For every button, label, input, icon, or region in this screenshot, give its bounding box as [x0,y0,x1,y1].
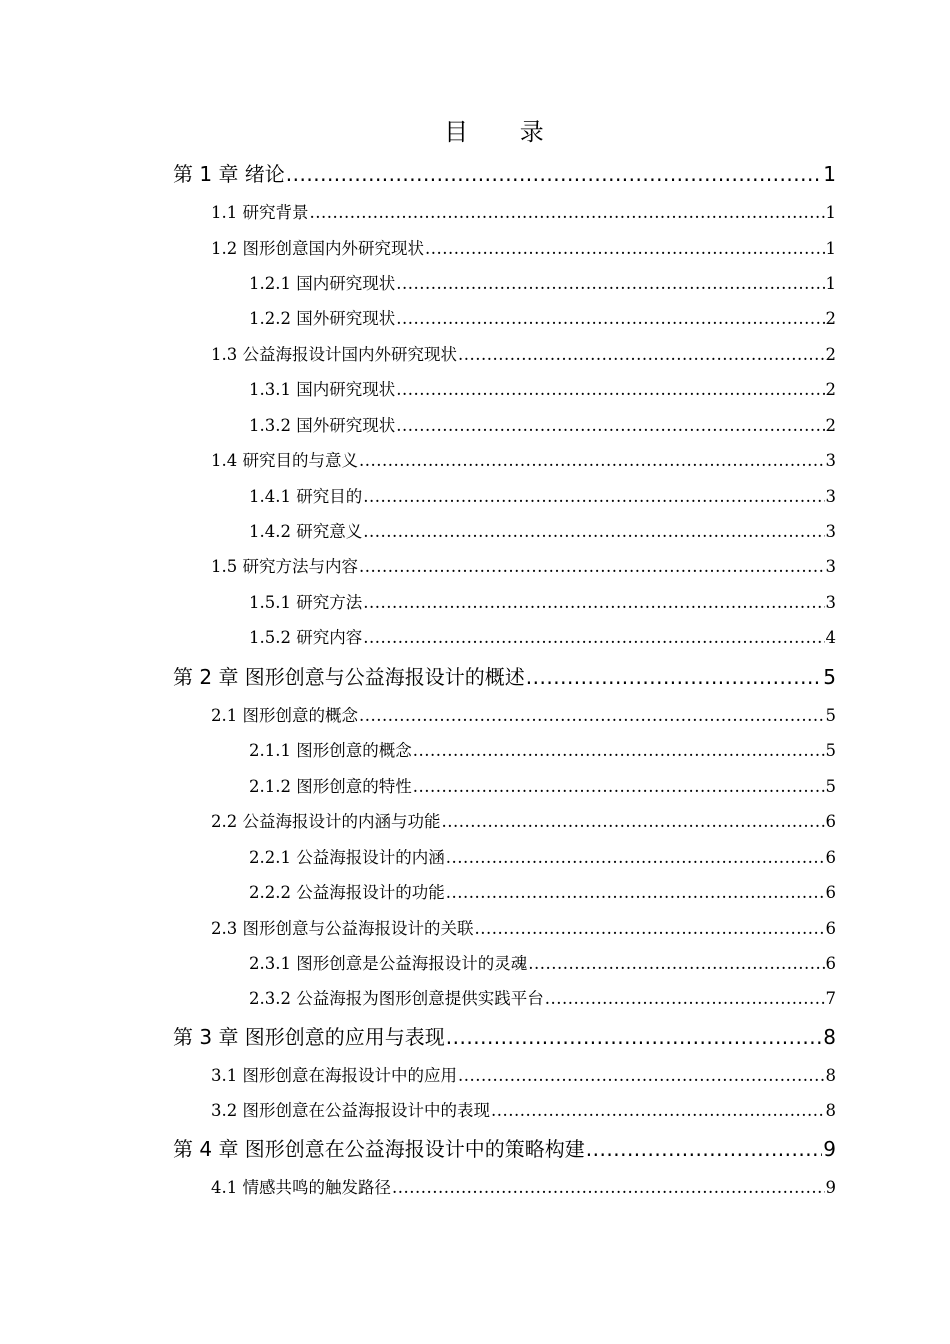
dot-leader [396,416,824,435]
toc-entry-section[interactable] [211,1174,836,1198]
dot-leader [413,777,825,796]
dot-leader [458,345,825,364]
dot-leader [359,451,825,470]
toc-entry-chapter[interactable] [173,1133,836,1162]
toc-entry-label: 1.3.1 国内研究现状 [249,380,396,399]
toc-page-number: 3 [825,487,836,506]
toc-entry-subsection[interactable] [249,270,836,294]
toc-entry-label: 1.2.2 国外研究现状 [249,309,396,328]
toc-entry-label: 第 3 章 图形创意的应用与表现 [173,1025,445,1049]
toc-entry-label: 2.3 图形创意与公益海报设计的关联 [211,919,474,938]
toc-entry-label: 2.1.1 图形创意的概念 [249,741,412,760]
toc-entry-label: 2.2.1 公益海报设计的内涵 [249,848,445,867]
dot-leader [491,1101,825,1120]
toc-page-number: 5 [825,777,836,796]
toc-entry-subsection[interactable] [249,985,836,1009]
toc-entry-subsection[interactable] [249,950,836,974]
dot-leader [310,203,825,222]
toc-entry-label: 1.2 图形创意国内外研究现状 [211,239,424,258]
toc-entry-label: 2.3.1 图形创意是公益海报设计的灵魂 [249,954,528,973]
toc-entry-subsection[interactable] [249,737,836,761]
toc-entry-label: 4.1 情感共鸣的触发路径 [211,1178,391,1197]
toc-entry-label: 第 4 章 图形创意在公益海报设计中的策略构建 [173,1137,585,1161]
dot-leader [458,1066,825,1085]
toc-entry-subsection[interactable] [249,879,836,903]
toc-entry-section[interactable] [211,341,836,365]
dot-leader [363,628,824,647]
toc-page-number: 5 [825,741,836,760]
toc-entry-label: 2.1.2 图形创意的特性 [249,777,412,796]
toc-entry-section[interactable] [211,553,836,577]
toc-page-number: 1 [825,203,836,222]
toc-page-number: 6 [825,919,836,938]
dot-leader [446,1025,822,1049]
toc-page-number: 3 [825,522,836,541]
toc-entry-label: 第 1 章 绪论 [173,162,285,186]
toc-page-number: 6 [825,812,836,831]
toc-entry-label: 1.5 研究方法与内容 [211,557,358,576]
toc-entry-section[interactable] [211,235,836,259]
dot-leader [526,665,822,689]
toc-page-number: 5 [825,706,836,725]
toc-entry-section[interactable] [211,702,836,726]
toc-page-number: 8 [825,1101,836,1120]
toc-page-number: 9 [825,1178,836,1197]
toc-entry-label: 1.4.2 研究意义 [249,522,363,541]
toc-entry-label: 1.2.1 国内研究现状 [249,274,396,293]
toc-page-number: 1 [825,239,836,258]
dot-leader [363,593,824,612]
toc-page-number: 7 [825,989,836,1008]
dot-leader [363,522,824,541]
toc-entry-subsection[interactable] [249,483,836,507]
toc-entry-subsection[interactable] [249,305,836,329]
dot-leader [442,812,825,831]
toc-page-number: 2 [825,380,836,399]
page-title: 目 录 [444,118,566,146]
dot-leader [396,309,824,328]
toc-entry-label: 2.2 公益海报设计的内涵与功能 [211,812,441,831]
toc-page-number: 3 [825,593,836,612]
dot-leader [586,1137,822,1161]
dot-leader [396,274,824,293]
toc-entry-label: 1.4.1 研究目的 [249,487,363,506]
toc-entry-section[interactable] [211,915,836,939]
toc-page-number: 1 [823,162,836,186]
toc-entry-subsection[interactable] [249,376,836,400]
toc-page-number: 3 [825,451,836,470]
toc-page-number: 6 [825,954,836,973]
toc-entry-section[interactable] [211,1062,836,1086]
dot-leader [396,380,824,399]
toc-entry-label: 3.1 图形创意在海报设计中的应用 [211,1066,457,1085]
dot-leader [528,954,824,973]
toc-page-number: 9 [823,1137,836,1161]
toc-entry-label: 3.2 图形创意在公益海报设计中的表现 [211,1101,490,1120]
dot-leader [392,1178,825,1197]
toc-entry-section[interactable] [211,808,836,832]
toc-entry-chapter[interactable] [173,661,836,690]
toc-page-number: 2 [825,345,836,364]
toc-entry-label: 2.2.2 公益海报设计的功能 [249,883,445,902]
toc-entry-label: 1.3.2 国外研究现状 [249,416,396,435]
toc-entry-label: 1.3 公益海报设计国内外研究现状 [211,345,457,364]
toc-page-number: 5 [823,665,836,689]
dot-leader [286,162,822,186]
dot-leader [359,557,825,576]
toc-page-number: 8 [825,1066,836,1085]
toc-entry-chapter[interactable] [173,1021,836,1050]
toc-entry-subsection[interactable] [249,773,836,797]
toc-entry-subsection[interactable] [249,518,836,542]
toc-page-number: 8 [823,1025,836,1049]
toc-entry-section[interactable] [211,199,836,223]
toc-entry-label: 2.3.2 公益海报为图形创意提供实践平台 [249,989,544,1008]
dot-leader [413,741,825,760]
toc-entry-label: 1.5.2 研究内容 [249,628,363,647]
toc-entry-label: 1.5.1 研究方法 [249,593,363,612]
toc-page-number: 2 [825,416,836,435]
toc-entry-label: 1.4 研究目的与意义 [211,451,358,470]
toc-entry-label: 2.1 图形创意的概念 [211,706,358,725]
toc-entry-subsection[interactable] [249,412,836,436]
dot-leader [363,487,824,506]
toc-page-number: 3 [825,557,836,576]
toc-entry-subsection[interactable] [249,624,836,648]
toc-page-number: 6 [825,848,836,867]
toc-entry-section[interactable] [211,447,836,471]
dot-leader [425,239,825,258]
toc-entry-label: 1.1 研究背景 [211,203,309,222]
dot-leader [475,919,825,938]
toc-entry-section[interactable] [211,1097,836,1121]
toc-page-number: 4 [825,628,836,647]
toc-page-number: 2 [825,309,836,328]
toc-page-number: 1 [825,274,836,293]
toc-entry-label: 第 2 章 图形创意与公益海报设计的概述 [173,665,525,689]
toc-page-number: 6 [825,883,836,902]
toc-entry-chapter[interactable] [173,158,836,187]
toc-entry-subsection[interactable] [249,589,836,613]
dot-leader [446,883,825,902]
dot-leader [545,989,825,1008]
dot-leader [446,848,825,867]
dot-leader [359,706,825,725]
toc-entry-subsection[interactable] [249,844,836,868]
